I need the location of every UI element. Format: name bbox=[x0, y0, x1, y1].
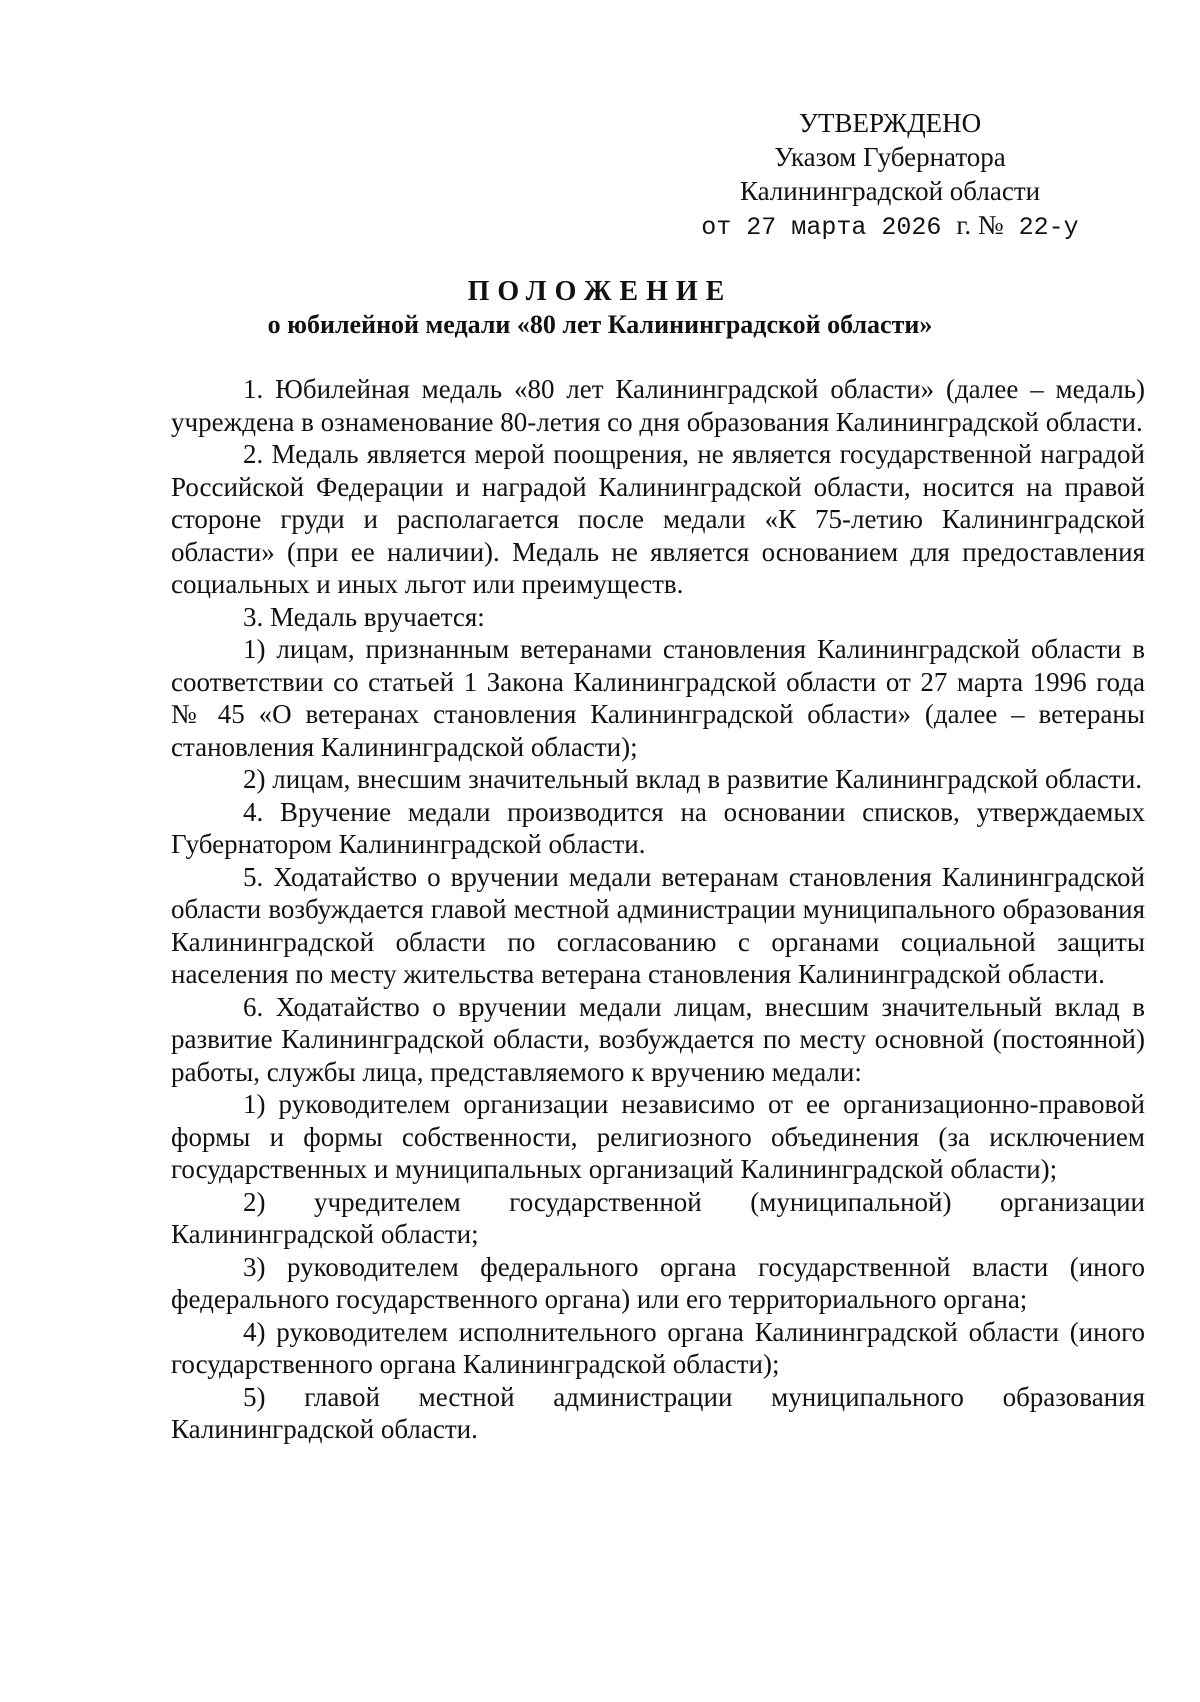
paragraph-6-item-1: 1) руководителем организации независимо от ее организационно-правовой формы и формы собственности, религиозного объединения (за исключением государственных и муниципальных организаций Калининградской области); bbox=[171, 1089, 1145, 1184]
approval-stamp bbox=[680, 106, 1100, 245]
paragraph-3: 3. Медаль вручается: bbox=[243, 601, 485, 632]
approval-line-approved: УТВЕРЖДЕНО bbox=[798, 108, 982, 138]
approval-date: от 27 марта 2026 bbox=[701, 213, 942, 242]
approval-number-label: г. № bbox=[956, 210, 1004, 240]
approval-line-region: Калининградской области bbox=[739, 176, 1041, 206]
approval-line-decree: Указом Губернатора bbox=[774, 142, 1006, 172]
paragraph-1: 1. Юбилейная медаль «80 лет Калининградской области» (далее – медаль) учреждена в ознаменование 80-летия со дня образования Калининградской области. bbox=[171, 374, 1145, 437]
paragraph-5: 5. Ходатайство о вручении медали ветеранам становления Калининградской области возбуждается главой местной администрации муниципального образования Калининградской области по согласованию с органами социальной защиты населения по месту жительства ветерана становления Калининградской области. bbox=[171, 861, 1145, 989]
paragraph-3-item-2: 2) лицам, внесшим значительный вклад в развитие Калининградской области. bbox=[243, 764, 1143, 794]
paragraph-6-item-4: 4) руководителем исполнительного органа Калининградской области (иного государственного органа Калининградской области); bbox=[171, 1316, 1145, 1379]
paragraph-6-item-2: 2) учредителем государственной (муниципальной) организации Калининградской области; bbox=[171, 1186, 1145, 1249]
paragraph-6-item-5: 5) главой местной администрации муниципального образования Калининградской области. bbox=[171, 1381, 1145, 1444]
paragraph-6-item-3: 3) руководителем федерального органа государственной власти (иного федерального государственного органа) или его территориального органа; bbox=[171, 1251, 1145, 1314]
paragraph-4: 4. Вручение медали производится на основании списков, утверждаемых Губернатором Калининградской области. bbox=[171, 796, 1145, 859]
document-subtitle: о юбилейной медали «80 лет Калининградской области» bbox=[267, 310, 933, 339]
paragraph-6: 6. Ходатайство о вручении медали лицам, внесшим значительный вклад в развитие Калининградской области, возбуждается по месту основной (постоянной) работы, службы лица, представляемого к вручению медали: bbox=[171, 991, 1145, 1087]
paragraph-2: 2. Медаль является мерой поощрения, не является государственной наградой Российской Федерации и наградой Калининградской области, носится на правой стороне груди и располагается после медали «К 75-летию Калининградской области» (при ее наличии). Медаль не является основанием для предоставления социальных и иных льгот или преимуществ. bbox=[171, 439, 1145, 599]
approval-date-line bbox=[680, 208, 1100, 245]
paragraph-3-item-1: 1) лицам, признанным ветеранами становления Калининградской области в соответствии со статьей 1 Закона Калининградской области от 27 марта 1996 года № 45 «О ветеранах становления Калининградской области» (далее – ветераны становления Калининградской области); bbox=[171, 634, 1145, 762]
document-body bbox=[171, 373, 1145, 1446]
document-title: ПОЛОЖЕНИЕ bbox=[467, 276, 733, 307]
approval-number: 22-у bbox=[1018, 213, 1079, 242]
